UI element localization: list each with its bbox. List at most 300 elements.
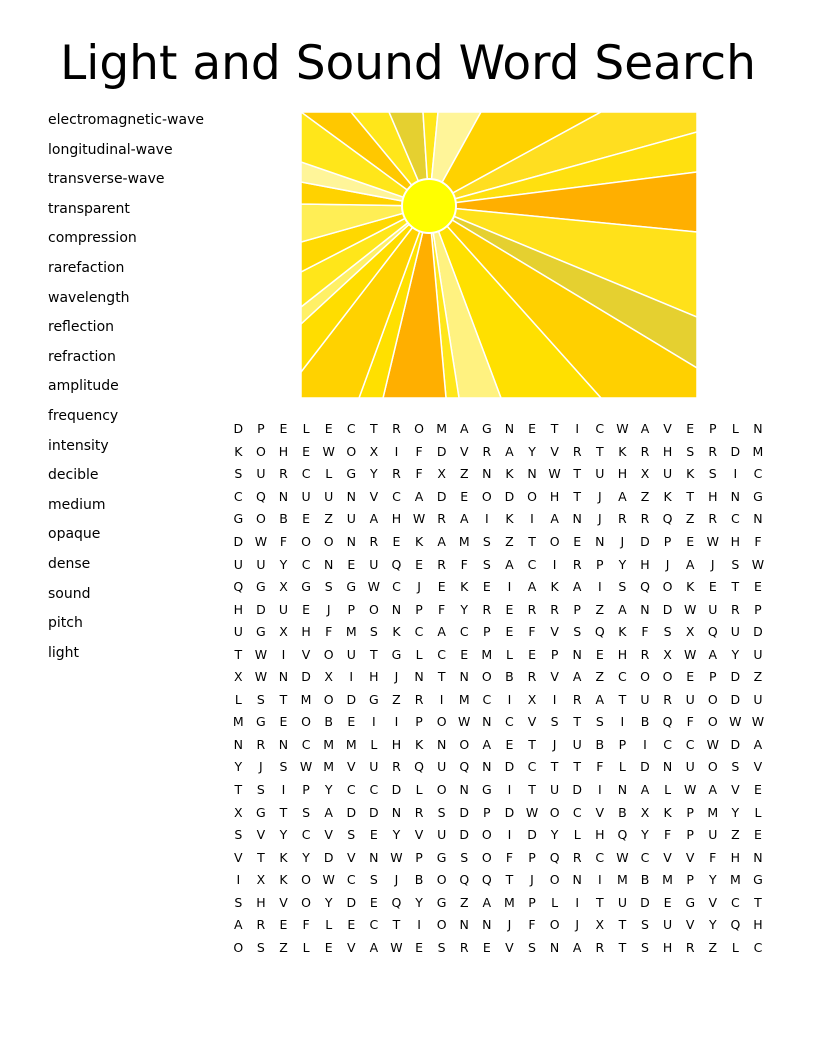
- grid-letter: D: [730, 669, 741, 685]
- grid-letter: Q: [662, 714, 673, 730]
- grid-row: [227, 756, 769, 779]
- grid-letter: O: [662, 579, 673, 595]
- grid-letter: N: [346, 534, 356, 549]
- word-list-item: electromagnetic-wave: [48, 112, 204, 128]
- grid-letter: H: [595, 827, 605, 843]
- grid-letter: A: [459, 511, 469, 527]
- grid-letter: K: [505, 466, 514, 482]
- grid-letter: O: [436, 782, 447, 798]
- grid-letter: N: [617, 782, 628, 798]
- grid-letter: N: [753, 511, 763, 527]
- grid-letter: N: [595, 534, 605, 549]
- grid-letter: H: [753, 917, 763, 933]
- grid-letter: H: [301, 624, 311, 640]
- grid-letter: G: [391, 646, 402, 662]
- grid-letter: K: [686, 466, 695, 482]
- grid-letter: F: [641, 624, 649, 640]
- grid-letter: V: [753, 759, 763, 775]
- grid-row: [227, 689, 769, 712]
- grid-letter: P: [708, 421, 717, 437]
- grid-letter: J: [575, 917, 580, 933]
- grid-letter: O: [640, 669, 650, 685]
- grid-letter: D: [730, 736, 741, 752]
- grid-letter: P: [415, 849, 423, 865]
- grid-letter: K: [414, 736, 424, 752]
- word-list-item: intensity: [48, 437, 109, 454]
- grid-letter: O: [707, 759, 718, 775]
- grid-letter: X: [640, 466, 650, 482]
- grid-letter: L: [415, 782, 423, 798]
- grid-letter: M: [345, 736, 357, 752]
- grid-letter: R: [708, 443, 718, 459]
- grid-letter: Y: [415, 894, 423, 910]
- grid-letter: R: [256, 736, 266, 752]
- grid-letter: W: [751, 556, 765, 572]
- grid-letter: Y: [460, 601, 469, 617]
- grid-letter: F: [302, 917, 310, 933]
- grid-letter: Y: [279, 827, 288, 843]
- grid-letter: L: [731, 421, 739, 437]
- grid-letter: S: [482, 534, 491, 549]
- grid-letter: C: [459, 624, 469, 640]
- grid-letter: U: [301, 488, 311, 504]
- grid-row: [227, 621, 769, 644]
- grid-letter: I: [236, 872, 241, 888]
- grid-letter: R: [392, 466, 401, 482]
- grid-letter: X: [324, 669, 333, 685]
- grid-row: [227, 486, 769, 509]
- grid-letter: I: [575, 894, 580, 910]
- grid-letter: C: [595, 421, 605, 437]
- word-list-item: rarefaction: [48, 259, 125, 276]
- grid-letter: N: [459, 782, 469, 798]
- grid-letter: B: [640, 714, 650, 730]
- grid-letter: A: [685, 556, 695, 572]
- grid-letter: J: [507, 917, 512, 933]
- grid-letter: E: [663, 894, 672, 910]
- grid-letter: C: [301, 466, 311, 482]
- grid-letter: V: [346, 759, 356, 775]
- grid-letter: U: [437, 759, 447, 775]
- grid-letter: E: [302, 511, 311, 527]
- grid-letter: U: [685, 759, 695, 775]
- grid-letter: C: [392, 579, 401, 595]
- grid-letter: U: [595, 466, 605, 482]
- grid-letter: C: [753, 466, 763, 482]
- grid-row: [227, 666, 769, 689]
- grid-letter: M: [323, 736, 335, 752]
- grid-letter: Y: [302, 849, 310, 865]
- grid-letter: U: [708, 601, 718, 617]
- word-list-item: compression: [48, 230, 137, 247]
- grid-letter: U: [753, 646, 763, 662]
- grid-letter: I: [507, 579, 512, 595]
- grid-letter: C: [301, 556, 311, 572]
- grid-letter: L: [302, 939, 310, 955]
- grid-letter: O: [707, 714, 718, 730]
- grid-letter: E: [754, 827, 762, 843]
- grid-letter: F: [754, 534, 762, 549]
- grid-letter: V: [505, 939, 514, 955]
- grid-letter: I: [552, 691, 557, 707]
- grid-letter: M: [458, 691, 470, 707]
- grid-letter: N: [640, 601, 650, 617]
- grid-letter: U: [685, 691, 695, 707]
- grid-letter: D: [640, 759, 650, 775]
- grid-letter: N: [278, 736, 289, 752]
- grid-letter: W: [254, 669, 268, 685]
- grid-letter: I: [394, 714, 399, 730]
- grid-letter: C: [730, 511, 740, 527]
- grid-letter: O: [255, 511, 266, 527]
- grid-letter: S: [482, 556, 491, 572]
- grid-letter: S: [708, 466, 717, 482]
- grid-letter: V: [663, 421, 672, 437]
- grid-letter: K: [392, 624, 401, 640]
- word-list-item: longitudinal-wave: [48, 141, 173, 158]
- grid-letter: C: [482, 691, 492, 707]
- grid-letter: T: [618, 917, 627, 933]
- grid-letter: A: [369, 939, 379, 955]
- grid-letter: Q: [391, 556, 402, 572]
- grid-letter: T: [528, 782, 536, 798]
- grid-row: [227, 531, 769, 554]
- grid-row: [227, 576, 769, 599]
- grid-letter: S: [369, 872, 378, 888]
- grid-letter: K: [414, 534, 424, 549]
- grid-letter: R: [685, 939, 695, 955]
- grid-letter: V: [731, 782, 740, 798]
- grid-letter: C: [392, 488, 401, 504]
- grid-letter: R: [640, 511, 650, 527]
- grid-letter: E: [347, 917, 356, 933]
- grid-letter: B: [505, 669, 514, 685]
- grid-letter: D: [730, 691, 741, 707]
- grid-letter: O: [549, 804, 560, 820]
- grid-letter: U: [437, 827, 447, 843]
- grid-letter: U: [550, 782, 560, 798]
- grid-letter: U: [233, 556, 243, 572]
- grid-letter: Z: [731, 827, 740, 843]
- grid-letter: T: [528, 534, 536, 549]
- grid-letter: B: [618, 804, 627, 820]
- grid-letter: F: [663, 827, 672, 843]
- grid-letter: D: [459, 827, 470, 843]
- grid-letter: C: [640, 849, 650, 865]
- grid-letter: R: [392, 421, 401, 437]
- grid-letter: Q: [481, 872, 492, 888]
- grid-row: [227, 914, 769, 937]
- grid-letter: E: [460, 646, 469, 662]
- grid-letter: O: [549, 534, 560, 549]
- grid-letter: S: [256, 939, 265, 955]
- grid-letter: T: [550, 759, 559, 775]
- grid-letter: Z: [505, 534, 514, 549]
- grid-letter: C: [527, 556, 537, 572]
- grid-letter: T: [257, 849, 265, 865]
- grid-letter: K: [618, 443, 627, 459]
- grid-letter: S: [324, 579, 333, 595]
- grid-letter: S: [234, 466, 243, 482]
- grid-letter: S: [437, 804, 446, 820]
- grid-letter: D: [233, 421, 244, 437]
- grid-letter: U: [278, 601, 289, 617]
- grid-letter: V: [527, 714, 537, 730]
- grid-letter: T: [618, 939, 627, 955]
- grid-letter: E: [369, 827, 378, 843]
- grid-letter: O: [368, 601, 379, 617]
- grid-letter: A: [618, 601, 627, 617]
- grid-letter: S: [595, 714, 604, 730]
- grid-letter: D: [346, 804, 357, 820]
- grid-letter: P: [415, 714, 423, 730]
- grid-letter: N: [278, 669, 289, 685]
- grid-letter: E: [369, 894, 378, 910]
- grid-letter: V: [663, 849, 672, 865]
- grid-letter: H: [730, 534, 741, 549]
- grid-letter: C: [572, 804, 582, 820]
- grid-letter: E: [302, 601, 311, 617]
- grid-letter: M: [481, 646, 493, 662]
- grid-letter: U: [324, 488, 334, 504]
- grid-letter: S: [731, 556, 740, 572]
- grid-letter: C: [663, 736, 672, 752]
- grid-letter: W: [254, 646, 268, 662]
- grid-letter: R: [572, 691, 582, 707]
- grid-letter: V: [256, 827, 266, 843]
- grid-letter: G: [233, 511, 244, 527]
- grid-letter: S: [731, 759, 740, 775]
- grid-letter: W: [706, 534, 719, 549]
- grid-letter: R: [572, 849, 582, 865]
- grid-letter: K: [279, 849, 288, 865]
- word-list-item: refraction: [48, 348, 116, 365]
- grid-letter: E: [686, 534, 695, 549]
- grid-letter: J: [326, 601, 331, 617]
- grid-letter: E: [505, 601, 514, 617]
- grid-letter: F: [505, 849, 514, 865]
- grid-letter: N: [459, 917, 469, 933]
- grid-letter: C: [730, 894, 740, 910]
- grid-letter: A: [527, 579, 537, 595]
- grid-letter: D: [346, 691, 357, 707]
- grid-letter: W: [548, 466, 561, 482]
- grid-letter: O: [301, 872, 311, 888]
- grid-letter: T: [754, 894, 762, 910]
- grid-letter: P: [686, 804, 694, 820]
- grid-letter: X: [685, 624, 695, 640]
- grid-letter: W: [683, 646, 697, 662]
- grid-letter: C: [685, 736, 695, 752]
- grid-letter: M: [504, 894, 515, 910]
- grid-letter: K: [460, 579, 469, 595]
- grid-letter: W: [299, 759, 313, 775]
- grid-letter: I: [597, 872, 602, 888]
- grid-row: [227, 441, 769, 464]
- grid-letter: F: [460, 556, 468, 572]
- grid-letter: K: [505, 511, 514, 527]
- grid-letter: G: [256, 714, 266, 730]
- grid-letter: G: [256, 624, 266, 640]
- grid-letter: T: [731, 579, 740, 595]
- grid-letter: X: [256, 872, 266, 888]
- grid-letter: M: [729, 872, 741, 888]
- grid-letter: V: [301, 646, 311, 662]
- grid-letter: H: [549, 488, 560, 504]
- grid-letter: N: [391, 804, 402, 820]
- grid-letter: J: [620, 534, 625, 549]
- grid-letter: Q: [707, 624, 718, 640]
- grid-letter: N: [391, 601, 402, 617]
- grid-letter: W: [751, 714, 765, 730]
- grid-letter: F: [596, 759, 604, 775]
- grid-letter: M: [345, 624, 357, 640]
- grid-letter: Q: [617, 827, 628, 843]
- grid-letter: X: [527, 691, 537, 707]
- grid-letter: M: [662, 872, 673, 888]
- grid-letter: A: [505, 443, 514, 459]
- grid-letter: O: [549, 872, 560, 888]
- grid-letter: E: [482, 939, 491, 955]
- grid-letter: K: [663, 804, 672, 820]
- grid-letter: Y: [618, 556, 627, 572]
- word-list: [48, 108, 204, 670]
- grid-letter: Q: [640, 579, 650, 595]
- grid-row: [227, 418, 769, 441]
- grid-letter: Z: [459, 894, 469, 910]
- grid-letter: O: [323, 534, 334, 549]
- grid-letter: J: [394, 872, 399, 888]
- grid-letter: H: [369, 669, 379, 685]
- grid-letter: N: [572, 511, 582, 527]
- grid-letter: W: [458, 714, 471, 730]
- grid-letter: W: [616, 421, 629, 437]
- word-list-item: sound: [48, 585, 91, 602]
- grid-row: [227, 508, 769, 531]
- grid-letter: S: [573, 624, 582, 640]
- grid-letter: M: [752, 443, 764, 459]
- grid-letter: M: [436, 421, 448, 437]
- grid-letter: X: [640, 804, 650, 820]
- grid-letter: U: [346, 511, 356, 527]
- grid-letter: P: [483, 804, 491, 820]
- grid-letter: G: [346, 579, 357, 595]
- grid-letter: C: [505, 714, 514, 730]
- grid-letter: H: [617, 646, 628, 662]
- grid-letter: E: [595, 646, 604, 662]
- grid-letter: D: [369, 804, 379, 820]
- grid-letter: L: [325, 917, 333, 933]
- grid-letter: F: [686, 714, 694, 730]
- grid-letter: O: [323, 691, 334, 707]
- grid-letter: T: [573, 714, 582, 730]
- grid-letter: Z: [753, 669, 763, 685]
- grid-letter: R: [572, 556, 582, 572]
- grid-letter: I: [597, 782, 602, 798]
- grid-letter: E: [392, 534, 401, 549]
- grid-letter: D: [640, 894, 650, 910]
- grid-letter: J: [394, 669, 399, 685]
- grid-letter: W: [525, 804, 539, 820]
- grid-letter: U: [256, 556, 266, 572]
- grid-letter: Y: [708, 872, 717, 888]
- grid-letter: V: [369, 488, 379, 504]
- grid-letter: A: [595, 691, 605, 707]
- grid-letter: U: [233, 624, 243, 640]
- grid-letter: C: [346, 782, 356, 798]
- grid-letter: O: [323, 646, 334, 662]
- grid-letter: Z: [595, 601, 605, 617]
- grid-letter: I: [349, 669, 354, 685]
- word-list-item: transverse-wave: [48, 171, 165, 188]
- grid-letter: V: [346, 849, 356, 865]
- grid-letter: I: [530, 511, 534, 527]
- grid-letter: Q: [459, 759, 470, 775]
- grid-letter: R: [663, 691, 672, 707]
- grid-letter: S: [663, 624, 672, 640]
- grid-letter: I: [643, 736, 647, 752]
- grid-letter: P: [663, 534, 672, 549]
- grid-letter: Q: [594, 624, 605, 640]
- grid-letter: H: [662, 443, 673, 459]
- grid-letter: O: [527, 488, 537, 504]
- grid-letter: V: [279, 894, 288, 910]
- grid-letter: S: [347, 827, 356, 843]
- grid-letter: W: [254, 534, 268, 549]
- grid-letter: I: [439, 691, 444, 707]
- grid-letter: Y: [234, 759, 243, 775]
- grid-letter: N: [753, 421, 763, 437]
- grid-letter: X: [279, 579, 288, 595]
- grid-letter: P: [415, 601, 423, 617]
- grid-letter: Q: [233, 579, 244, 595]
- grid-letter: R: [482, 601, 492, 617]
- grid-letter: Z: [392, 691, 401, 707]
- grid-letter: T: [279, 691, 288, 707]
- grid-letter: H: [708, 488, 718, 504]
- grid-letter: A: [572, 939, 582, 955]
- grid-letter: N: [482, 759, 492, 775]
- grid-letter: S: [256, 782, 265, 798]
- grid-letter: R: [482, 443, 492, 459]
- grid-letter: T: [528, 736, 536, 752]
- grid-letter: V: [346, 939, 356, 955]
- grid-letter: C: [753, 939, 763, 955]
- grid-letter: A: [708, 646, 718, 662]
- grid-letter: V: [685, 917, 695, 933]
- grid-letter: G: [436, 894, 447, 910]
- grid-letter: E: [324, 939, 333, 955]
- grid-letter: L: [551, 894, 559, 910]
- grid-letter: I: [372, 714, 376, 730]
- grid-letter: J: [530, 872, 534, 888]
- grid-letter: T: [234, 782, 243, 798]
- grid-letter: N: [482, 917, 492, 933]
- grid-letter: H: [640, 556, 650, 572]
- grid-letter: N: [278, 488, 289, 504]
- grid-letter: A: [753, 736, 763, 752]
- grid-letter: O: [662, 669, 673, 685]
- grid-letter: V: [324, 827, 333, 843]
- grid-letter: D: [459, 804, 470, 820]
- grid-letter: I: [507, 782, 512, 798]
- grid-letter: R: [279, 466, 288, 482]
- grid-letter: C: [414, 624, 424, 640]
- grid-letter: V: [708, 894, 718, 910]
- grid-letter: I: [620, 714, 625, 730]
- grid-letter: Y: [324, 782, 333, 798]
- grid-letter: U: [617, 894, 627, 910]
